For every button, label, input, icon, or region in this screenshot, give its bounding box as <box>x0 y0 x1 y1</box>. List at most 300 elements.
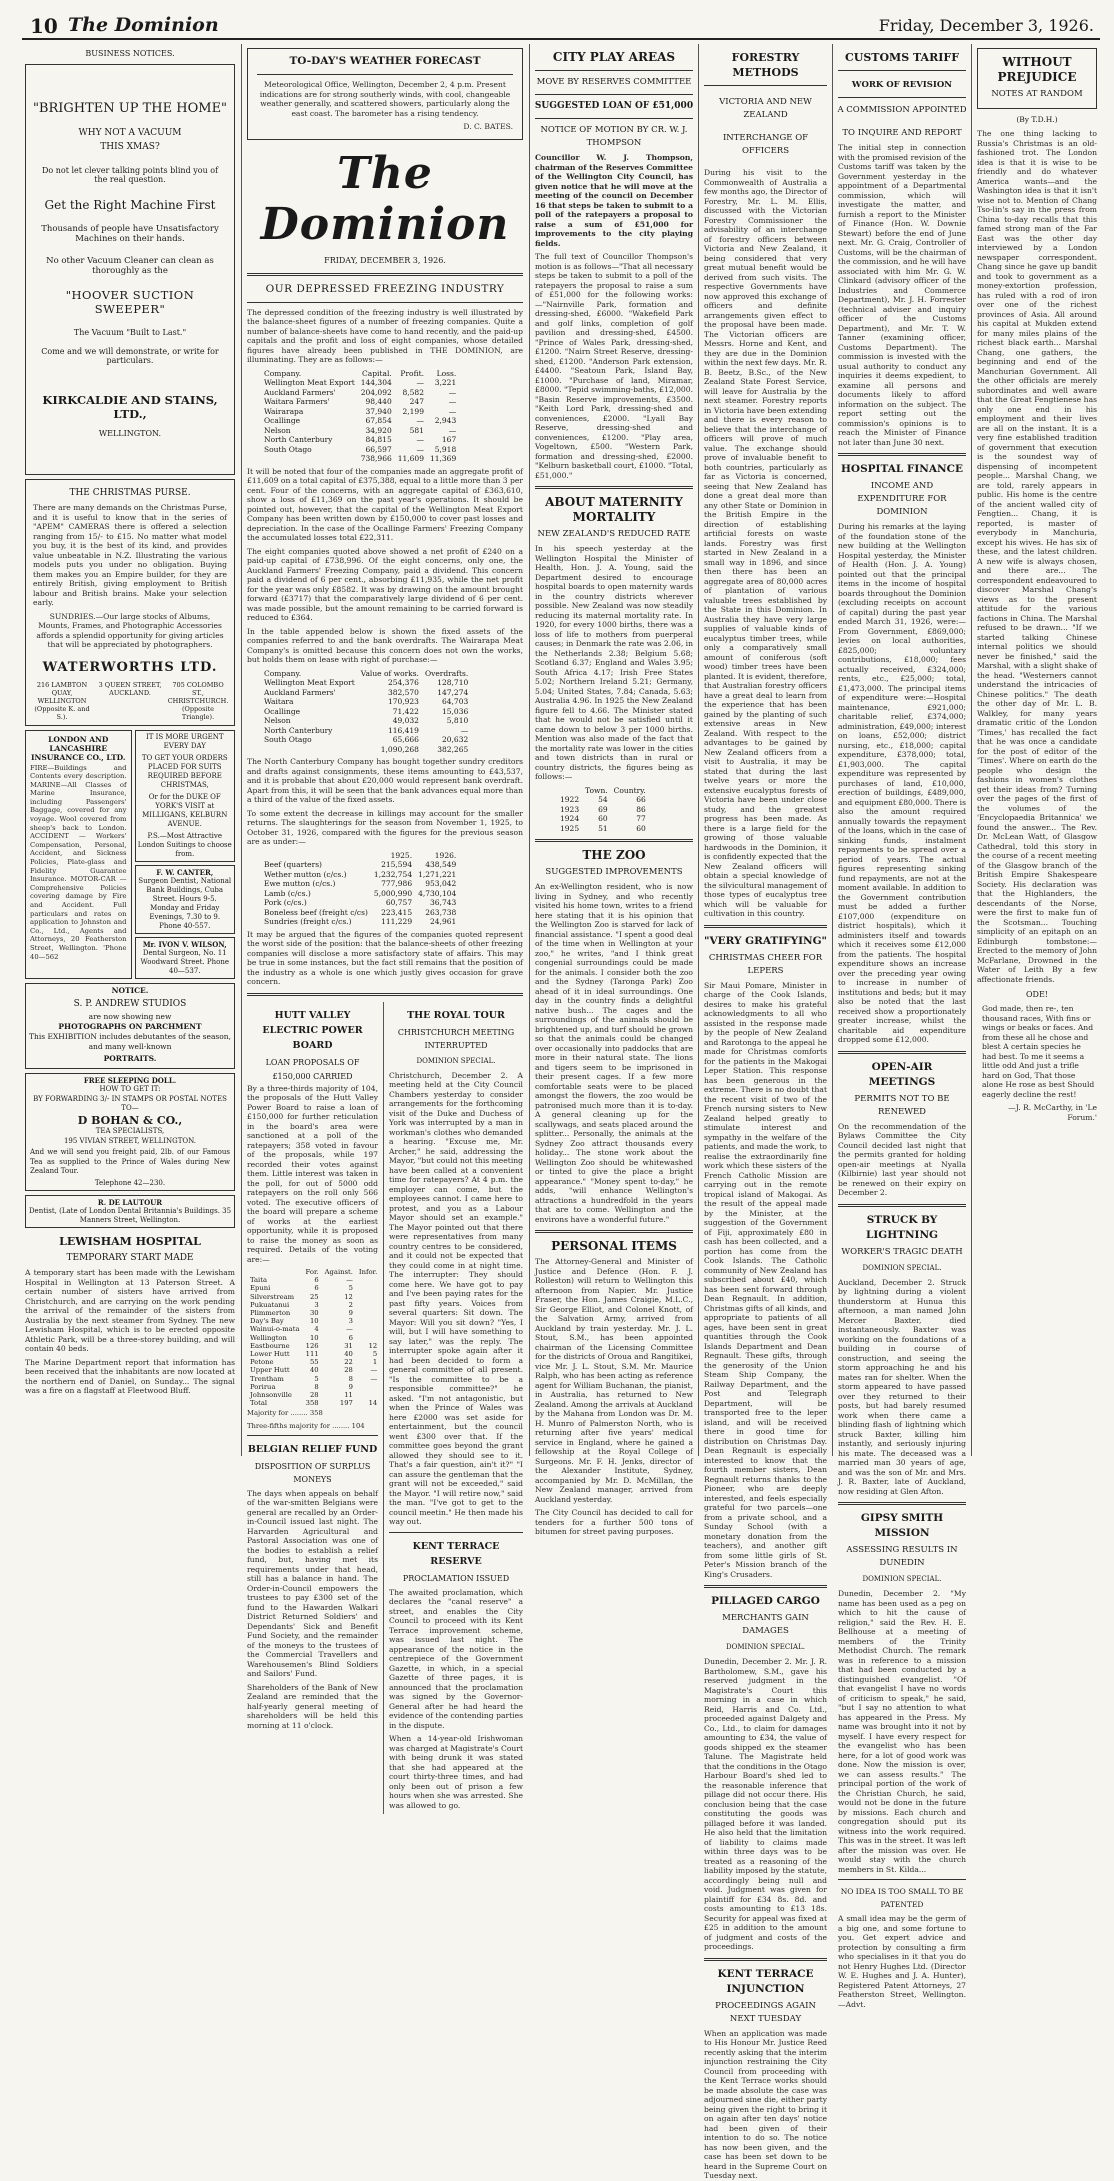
article-body: In the table appended below is shown the fixed assets of the companies referred to and the bank overdrafts. The Wairarapa Meat Company's is omitted because this concern does not own the works, but holds them on lease with right of purchase:— <box>247 626 523 664</box>
table-total-cell: 1,090,268 <box>380 744 419 754</box>
ad-text: TO GET YOUR ORDERS PLACED FOR SUITS REQUIRED BEFORE CHRISTMAS, <box>141 753 228 789</box>
ad-headline: "BRIGHTEN UP THE HOME" <box>32 101 228 116</box>
article-body: When an application was made to His Honour Mr. Justice Reed recently asking that the interim injunction restraining the City Council from proceeding with the Kent Terrace works should be made absolute the case was adjourned sine die, either party being given the right to bring it on again after ten days' notice had been given of their intention to do so. The notice has now been given, and the case has been set down to be heard in the Supreme Court on Tuesday next. <box>704 2028 827 2180</box>
table-total-cell: Total <box>250 1399 268 1408</box>
table-row <box>250 1293 383 1301</box>
article-subheading: LOAN PROPOSALS OF <box>265 1057 360 1067</box>
table-cell: — <box>370 1366 378 1375</box>
table-cell: 581 <box>409 425 424 435</box>
table-row <box>264 707 474 717</box>
ad-text: The Vacuum "Built to Last." <box>73 328 187 337</box>
article-subheading: PROCLAMATION ISSUED <box>402 1573 510 1583</box>
table-cell: 10 <box>309 1317 319 1326</box>
article-body: The full text of Councillor Thompson's motion is as follows—"That all necessary steps be taken to submit to a poll of the ratepayers the proposal to raise a sum of £51,000 for the following works:—"Nairnville Park, formation and dressing-shed, £6000. "Wakefield Park and golf links, completion of golf pavilion and dressing-shed, £4500. "Prince of Wales Park, dressing-shed, £1200. "Nairn Street Reserve, dressing-shed, £1200. "Anderson Park extension, £4400. "Seatoun Park, Island Bay, £1000. "Purchase of land, Miramar, £8000. "Tepid swimming-baths, £12,000. "Basin Reserve improvements, £3500. "Keith Lord Park, dressing-shed and conveniences, £2000. "Lyall Bay Reserve, dressing-shed and conveniences, £1200. "Play area, Vogeltown, £500. "Western Park, formation and dressing-shed, £2000. "Kelburn basketball court, £1000. "Total, £51,000." <box>535 252 693 480</box>
table-cell: 6 <box>348 1333 353 1342</box>
table-total-cell: 738,966 <box>360 454 392 463</box>
table-row <box>264 378 462 388</box>
table-row <box>264 860 462 870</box>
table-cell: 5 <box>348 1284 353 1293</box>
table-cell: 3 <box>348 1317 353 1326</box>
column-body: The one thing lacking to Russia's Christmas is an old-fashioned trot. The London idea is that it is wise to be friendly and do whatever America wants—and the Washington idea is that it isn't wise not to. Mention of Chang Tso-lin's say in the press from China to-day recalls that this famed strong man of the Far East was the other day interviewed by a London newspaper correspondent. Chang since he gave up bandit and took to government as a money-extortion profession, has ruled with a rod of iron over one of the richest provinces of Asia. All around his capital at Mukden extend for many miles plains of the richest black earth... Marshal Chang, one gathers, the beginning and end of the Manchurian Government. All the other officials are merely subordinates and well aware that the Great Fengtienese has only one end in his employment and their lives are all on the instant. It is a very fine established tradition of government that execution is the soundest way of dispensing of incompetent people... Marshal Chang, we are told, rarely appears in public. His home is the centre of the ancient walled city of Fengtien... Chang, it is reported, is master of everybody in Manchuria, except his wives. He has six of these, and the latest children. A new wife is always chosen, and there are... The correspondent endeavoured to discover Marshal Chang's views as to the present attitude for the various factions in China. The Marshal refused to be drawn... "If we started talking Chinese internal politics we should never be finished," said the Marshal, with a slight shake of the head. "Westerners cannot understand the intricacies of Chinese politics." The death the other day of Mr. L. B. Walkley, for many years dramatic critic of the London 'Times,' has recalled the fact that he was once a candidate for the post of editor of the 'Times'. Where on earth do the people who design the fashions in women's clothes get their ideas from? Turning over the pages of the first of the volumes of the 'Encyclopaedia Britannica' we found the answer... The Rev. Dr. McLean Watt, of Glasgow Cathedral, told this story in the course of a recent meeting of the Glasgow branch of the British Empire Shakespeare Society. His declaration was that the Highlanders, the descendants of the Norse, were the first to make fun of the Scotsman... Touching simplicity of an epitaph on an Edinburgh tombstone:— Erected to the memory of John McFarlane, Drowned in the Water of Leith By a few affectionate friends. <box>977 129 1097 984</box>
table-header-cell: Value of works. <box>360 668 419 678</box>
table-cell: Auckland Farmers' <box>264 687 336 697</box>
table-cell: 147,274 <box>437 687 469 697</box>
table-cell: 2,943 <box>434 416 457 425</box>
column-divider <box>241 44 242 1456</box>
table-cell: Petone <box>250 1358 274 1367</box>
table-row <box>560 795 652 805</box>
article-subheading: SUGGESTED LOAN OF £51,000 <box>534 101 694 111</box>
page-number: 10 <box>30 14 58 38</box>
issue-date: Friday, December 3, 1926. <box>878 16 1094 35</box>
table-cell: 3,221 <box>434 378 457 387</box>
table-cell: 953,042 <box>425 879 457 888</box>
article-subheading: MOVE BY RESERVES COMMITTEE <box>536 77 692 87</box>
article-body: The North Canterbury Company has bought together sundry creditors and drafts against consignments, these items amounting to £43,537, and it is probable that about £20,000 would represent bank overdraft. Apart from this, it will be seen that the bank advances equal more than a third of the value of the fixed assets. <box>247 757 523 804</box>
assets-overdrafts-table <box>264 669 474 755</box>
table-header-cell <box>264 851 374 861</box>
ad-name: R. DE LAUTOUR <box>97 1198 163 1207</box>
table-cell: Wellington Meat Export <box>264 678 355 687</box>
table-cell: 1 <box>372 1358 378 1367</box>
column-without-prejudice <box>974 44 1100 1456</box>
table-cell: 6 <box>314 1284 319 1293</box>
studio-advertisement <box>25 983 235 1069</box>
table-cell: — <box>416 378 424 387</box>
table-row <box>250 1375 383 1383</box>
article-headline: PERSONAL ITEMS <box>551 1239 677 1253</box>
mortality-table <box>560 786 652 834</box>
table-cell: 28 <box>309 1391 319 1400</box>
table-cell: Upper Hutt <box>250 1366 290 1375</box>
table-cell: 69 <box>598 804 608 814</box>
table-row <box>250 1309 383 1317</box>
table-row <box>250 1391 383 1399</box>
ad-address: 705 COLOMBO ST., CHRISTCHURCH. (Opposite Triangle). <box>167 680 229 721</box>
table-cell: Lamb (c/cs.) <box>264 888 311 898</box>
table-cell: 66,597 <box>365 444 392 454</box>
table-cell: 60,757 <box>385 898 413 907</box>
table-header-cell: Town. <box>585 785 608 795</box>
table-cell: 10 <box>309 1333 319 1342</box>
table-cell: 30 <box>309 1309 319 1318</box>
issue-date-line: FRIDAY, DECEMBER 3, 1926. <box>324 255 446 265</box>
table-row <box>264 435 462 445</box>
weather-forecast <box>247 48 523 140</box>
ad-body: There are many demands on the Christmas Purse, and it is useful to know that in the series of "APEM" CAMERAS there is offered a selection ranging from 15/- to £15. No matter what model you buy, it is the best of its kind, and provides value unbeatable in N.Z. Illustrating the various models puts you under no obligation. Buying them makes you an Empire builder, for they are entirely British, giving employment to British labour and British brains. Make your selection early. <box>33 503 227 607</box>
table-row <box>250 1350 383 1358</box>
table-cell: — <box>370 1374 378 1383</box>
article-dateline: DOMINION SPECIAL. <box>416 1056 496 1065</box>
article-headline: ABOUT MATERNITY MORTALITY <box>545 495 683 524</box>
table-cell <box>359 1317 383 1325</box>
table-cell: Beef (quarters) <box>264 860 322 869</box>
ad-text: PORTRAITS. <box>103 1053 157 1063</box>
table-cell: 204,092 <box>360 387 392 397</box>
table-cell: 64,703 <box>442 697 469 706</box>
table-row <box>250 1334 383 1342</box>
table-cell: 254,376 <box>387 678 419 687</box>
table-cell: 777,986 <box>381 879 413 888</box>
table-cell: 126 <box>305 1341 319 1350</box>
table-cell: 5,000,990 <box>373 888 413 898</box>
article-headline: GIPSY SMITH MISSION <box>860 1512 944 1539</box>
table-cell: — <box>416 435 424 444</box>
table-cell: Waitara <box>264 697 294 706</box>
article-body: The Marine Department report that information has been received that the inhabitants are now located at the northern end of Daniel, on Sunday... The signal was a fire on a flagstaff at Fleetwood Bluff. <box>25 1357 235 1395</box>
ad-text: HOW TO GET IT: <box>99 1085 161 1093</box>
article-dateline: DOMINION SPECIAL. <box>862 1575 942 1583</box>
table-header-cell: Loss. <box>436 368 457 378</box>
table-cell: Boneless beef (freight c/cs) <box>264 907 368 917</box>
article-subheading: £150,000 CARRIED <box>272 1071 353 1081</box>
article-subheading: A COMMISSION APPOINTED <box>837 105 967 115</box>
table-cell: 8,582 <box>402 387 424 397</box>
table-cell: — <box>448 397 457 406</box>
article-headline: LEWISHAM HOSPITAL <box>59 1235 201 1248</box>
table-cell: 3 <box>314 1300 319 1309</box>
table-cell: 54 <box>598 795 608 804</box>
column-byline: (By T.D.H.) <box>1016 115 1058 124</box>
table-cell: North Canterbury <box>264 725 333 735</box>
table-row <box>264 688 474 698</box>
ad-text: are now showing new <box>88 1011 172 1021</box>
table-cell: 6 <box>314 1276 319 1285</box>
table-cell: Johnsonville <box>250 1391 292 1400</box>
ad-firm: D BOHAN & CO., <box>77 1113 183 1127</box>
newspaper-flag: The Dominion <box>260 147 510 250</box>
table-cell: 67,854 <box>365 416 392 425</box>
ad-text: This EXHIBITION includes debutantes of the season, and many well-known <box>29 1031 231 1051</box>
table-cell: 36,743 <box>430 898 457 907</box>
table-cell: Ocallinge <box>264 706 301 716</box>
article-headline: CUSTOMS TARIFF <box>844 51 960 64</box>
article-headline: "VERY GRATIFYING" <box>703 934 828 947</box>
table-cell: 49,032 <box>392 716 419 725</box>
table-header-cell: Company. <box>264 368 302 378</box>
table-header-cell <box>250 1268 306 1276</box>
table-cell: Nelson <box>264 425 291 435</box>
ad-text: Telephone 42—230. <box>94 1178 166 1187</box>
article-subheading: MERCHANTS GAIN DAMAGES <box>722 1613 809 1636</box>
masthead <box>22 12 1100 40</box>
article-subheading: CHRISTMAS CHEER FOR LEPERS <box>708 952 823 976</box>
table-header-cell: Against. <box>324 1268 353 1276</box>
ad-title: NOTICE. <box>111 985 149 995</box>
ad-text: Thousands of people have Unsatisfactory Machines on their hands. <box>41 224 219 244</box>
table-header-cell: 1926. <box>434 850 457 860</box>
article-body: To some extent the decrease in killings may account for the smaller returns. The slaughterings for the season from November 1, 1925, to October 31, 1926, compared with the figures for the previous season are as under:— <box>247 808 523 846</box>
table-row <box>264 697 474 707</box>
ad-title: THE CHRISTMAS PURSE. <box>69 488 191 498</box>
ad-text: Do not let clever talking points blind you of the real question. <box>41 166 219 184</box>
royal-tour-article <box>384 1002 526 1815</box>
article-body: During his visit to the Commonwealth of Australia a few months ago, the Director of Forestry, Mr. L. M. Ellis, discussed with the Victorian Forestry Commissioner the advisability of an interchange of forestry officers between Victoria and New Zealand, it being considered that very great mutual benefit would be derived from such visits. The respective Governments have now approved this exchange of officers and definite arrangements given effect to the proposal have been made. The Victorian officers are Messrs. Horne and Kent, and they are due in the Dominion within the next few days. Mr. R. B. Beetz, B.Sc., of the New Zealand State Forest Service, will leave for Australia by the next steamer. Forestry reports in Victoria have been extending and there is every reason to believe that the interchange of officers will prove of much value. The exchange should prove of invaluable benefit to both countries, particularly as far as Victoria is concerned, seeing that New Zealand has done a great deal more than any other State or Dominion in the British Empire in the direction of establishing artificial forests on waste lands. Forestry was first started in New Zealand in a small way in 1896, and since then there has been an aggregate area of 80,000 acres of plantation of various valuable trees established by the State in this Dominion. In Australia they have very large supplies of valuable kinds of eucalyptus timber trees, while only a comparatively small amount of coniferous (soft wood) timber trees have been planted. It is evident, therefore, that Australian forestry officers have a great deal to learn from the experience that has been gained by the planting of such extensive areas in New Zealand. With respect to the advantages to be gained by New Zealand officers from a visit to Australia, it may be stated that during the last twelve years or more the extensive eucalyptus forests of Victoria have been under close study, and the greatest progress has been made. As there is a large field for the growing of those valuable hardwoods in the Dominion, it is confidently expected that the New Zealand officers will obtain a special knowledge of the silvicultural management of those types of eucalyptus tree which will be valuable for cultivation in this country. <box>704 168 827 918</box>
table-cell: Silverstream <box>250 1292 295 1301</box>
article-body: By a three-thirds majority of 104, the proposals of the Hutt Valley Power Board to raise a loan of £150,000 for further reticulation in the board's area were sanctioned at a poll of the ratepayers; 358 voted in favour of the proposals, while 197 recorded their votes against them. Little interest was taken in the poll, for out of 5000 odd ratepayers on the roll only 566 voted. The executive officers of the board will prepare a scheme of works at the earliest opportunity, while it is proposed to raise the money as soon as required. Details of the voting are:— <box>247 1083 378 1264</box>
article-body: Majority for ........ 358 <box>247 1409 323 1418</box>
table-cell: Wainui-o-mata <box>250 1325 300 1334</box>
table-cell: 1922 <box>560 795 580 804</box>
camera-advertisement <box>25 479 235 726</box>
ad-text: IT IS MORE URGENT EVERY DAY <box>145 732 224 750</box>
table-cell: 128,710 <box>437 678 469 687</box>
table-cell <box>359 1301 383 1309</box>
article-lead: Councillor W. J. Thompson, chairman of the Reserves Committee of the Wellington City Council, has given notice that he will move at the meeting of the council on December 16 that steps be taken to submit to a poll of the ratepayers a proposal to raise a sum of £51,000 for improvements to the city playing fields. <box>535 153 693 248</box>
table-cell: 40 <box>344 1350 353 1359</box>
column-subtitle: NOTES AT RANDOM <box>991 89 1083 99</box>
article-subheading: ASSESSING RESULTS IN DUNEDIN <box>846 1545 958 1568</box>
table-cell: 86 <box>636 804 646 814</box>
table-cell: 9 <box>348 1382 353 1391</box>
table-total-cell: 14 <box>368 1399 378 1408</box>
article-headline: BELGIAN RELIEF FUND <box>247 1443 378 1455</box>
article-body: It will be noted that four of the companies made an aggregate profit of £11,609 on a total capital of £375,388, equal to a little more than 3 per cent. Four of the concerns, with an aggregate capital of £363,610, show a loss of £11,369 on the past year's operations. It should be pointed out, however, that the capital of the Wellington Meat Export Company has been written down by £150,000 to cover past losses and depreciation. In the case of the Ocallinge Farmers' Freezing Company the accumulated losses total £22,311. <box>247 466 523 542</box>
article-subheading: INTERCHANGE OF OFFICERS <box>722 133 809 156</box>
table-cell: 1924 <box>560 814 580 823</box>
ad-body: FIRE—Buildings and Contents every description. MARINE—All Classes of Marine Insurance, including Passengers' Baggage, covered for any voyage. Wool covered from sheep's back to London. ACCIDENT — Workers' Compensation, Personal, Accident, and Sickness Policies, Plate-glass and Fidelity Guarantee Insurance. MOTOR-CAR — Comprehensive Policies covering damage by Fire and Accident. Full particulars and rates on application to Johnston and Co., Ltd., Agents and Attorneys, 20 Featherston Street, Wellington. 'Phone 40—562 <box>30 763 127 961</box>
table-cell: 5 <box>314 1374 319 1383</box>
table-cell: 12 <box>344 1292 353 1301</box>
table-cell: 15,036 <box>442 706 469 716</box>
table-total-cell <box>264 745 361 755</box>
table-cell: 167 <box>441 435 457 444</box>
table-cell: — <box>346 1276 353 1285</box>
article-body: The City Council has decided to call for tenders for a further 500 tons of bitumen for street paving purposes. <box>535 1508 693 1536</box>
article-subheading: PROCEEDINGS AGAIN NEXT TUESDAY <box>715 2000 816 2024</box>
table-total-cell: 11,369 <box>429 454 457 463</box>
table-cell: — <box>416 444 424 454</box>
article-headline: KENT TERRACE RESERVE <box>412 1540 500 1567</box>
table-cell: 1,232,754 <box>373 869 413 879</box>
table-cell: 51 <box>598 823 608 833</box>
article-body: The awaited proclamation, which declares the "canal reserve" a street, and enables the City Council to proceed with its Kent Terrace improvement scheme, was issued last night. The appearance of the notice in the centrepiece of the Government Gazette, in which, in a special Gazette of three pages, it is announced that the proclamation was signed by the Governor-General after he had heard the evidence of the contending parties in the dispute. <box>389 1587 523 1730</box>
table-cell: — <box>448 425 457 435</box>
table-row <box>264 716 474 726</box>
table-cell: 84,815 <box>365 435 392 444</box>
table-header-cell: For. <box>305 1268 319 1276</box>
table-cell: 170,923 <box>387 697 419 706</box>
article-subheading: INCOME AND EXPENDITURE FOR DOMINION <box>857 481 947 517</box>
article-body: On the recommendation of the Bylaws Committee the City Council decided last night that the permits granted for holding open-air meetings at Nyalla (Kilbirnie) last year should not be renewed on their expiry on December 2. <box>838 1121 966 1197</box>
table-header-cell: Company. <box>264 668 302 678</box>
table-cell: 12 <box>368 1341 378 1350</box>
ad-firm: WATERWORTHS LTD. <box>42 659 218 675</box>
table-row <box>250 1358 383 1366</box>
article-headline: THE ROYAL TOUR <box>407 1009 505 1021</box>
article-headline: HOSPITAL FINANCE <box>841 463 963 475</box>
article-headline: OPEN-AIR MEETINGS <box>868 1060 936 1088</box>
article-body: When a 14-year-old Irishwoman was charged at Magistrate's Court with being drunk it was stated that she had appeared at the court thirty-three times, and had only been out of prison a few hours when she was arrested. She was allowed to go. <box>389 1734 523 1810</box>
poem-body: God made, then re-, ten thousand races, With fins or wings or beaks or faces. And from these all he chose and blest A certain species he had best. To me it seems a little odd And just a trifle hard on God, That those alone He rose as best Should eagerly decline the rest! <box>982 1004 1095 1099</box>
ad-text: Come and we will demonstrate, or write for particulars. <box>41 347 219 365</box>
table-cell: Ewe mutton (c/cs.) <box>264 879 336 888</box>
table-cell: 223,415 <box>381 907 413 917</box>
table-total-cell <box>264 454 361 464</box>
table-cell: 8 <box>348 1374 353 1383</box>
column-divider <box>832 44 833 1456</box>
table-row <box>560 814 652 824</box>
table-cell: 11 <box>344 1391 353 1400</box>
table-row <box>264 445 462 455</box>
table-cell: — <box>416 416 424 425</box>
table-cell: Plimmerton <box>250 1309 291 1318</box>
business-notices-label: BUSINESS NOTICES. <box>85 49 175 58</box>
ad-text: 195 VIVIAN STREET, WELLINGTON. <box>63 1136 197 1145</box>
table-cell: 77 <box>636 814 646 823</box>
table-cell <box>359 1391 383 1399</box>
table-cell: 4,730,104 <box>418 888 457 898</box>
table-cell: Taita <box>250 1276 268 1285</box>
table-cell <box>359 1276 383 1284</box>
table-cell: 5,918 <box>434 444 457 454</box>
ad-text: BY FORWARDING 3/- IN STAMPS OR POSTAL NOTES TO— <box>33 1094 227 1112</box>
table-row <box>264 735 474 745</box>
table-row <box>264 397 462 407</box>
tea-advertisement <box>25 1073 235 1192</box>
ad-text: FREE SLEEPING DOLL. <box>83 1075 177 1085</box>
table-cell: 37,940 <box>365 406 392 416</box>
table-cell: 31 <box>344 1341 353 1350</box>
table-cell: 28 <box>344 1366 353 1375</box>
ad-name: F. W. CANTER, <box>156 867 214 877</box>
table-row <box>560 805 652 815</box>
table-header-cell: Profit. <box>400 368 424 378</box>
article-body: The Attorney-General and Minister of Justice and Defence (Hon. F. J. Rolleston) will return to Wellington this afternoon from Napier. Mr. Justice Fraser, the Hon. James Craigie, M.L.C., Sir George Elliot, and Colonel Knott, of the Salvation Army, arrived from Auckland by train yesterday. Mr. J. L. Stout, S.M., has been appointed chairman of the Licensing Committee for the districts of Oroua and Rangitikei, vice Mr. J. L. Stout, S.M. Mr. Maurice Ralph, who has been acting as reference agent for William Buchanan, the pianist, in Australia, has returned to New Zealand. Among the arrivals at Auckland by the Mahana from London was Dr. M. H. Munro of Palmerston North, who is returning after five years' medical service in England, where he gained a fellowship at the Royal College of Surgeons. Mr. F. H. Jenks, director of the Alexander Institute, Sydney, accompanied by Mr. D. McMillan, the New Zealand manager, arrived from Auckland yesterday. <box>535 1257 693 1504</box>
table-cell: 116,419 <box>387 725 419 735</box>
table-header-cell: Country. <box>613 785 646 795</box>
advertisement-heading: NO IDEA IS TOO SMALL TO BE PATENTED <box>840 1887 964 1909</box>
table-row <box>264 426 462 436</box>
table-cell: Wellington Meat Export <box>264 378 355 387</box>
table-row <box>264 879 462 889</box>
table-cell: Eastbourne <box>250 1341 290 1350</box>
hoover-advertisement <box>25 64 235 475</box>
table-row <box>264 898 462 908</box>
column-advertisements <box>22 44 238 1456</box>
article-body: The days when appeals on behalf of the war-smitten Belgians were general are recalled by an Order-in-Council issued last night. The Harvarden Agricultural and Pastoral Association was one of the bodies to establish a relief fund, but, having met its requirements under that head, still has a balance in hand. The Order-in-Council empowers the trustees to pay £300 set of the fund to the Hawarden Walkari District Returned Soldiers' and Dependants' Sick and Benefit Fund Society, and the remainder of the moneys to the trustees of the Commercial Travellers and Warehousemen's Blind Soldiers and Sailors' Fund. <box>247 1488 378 1679</box>
table-cell: 382,570 <box>387 687 419 697</box>
table-cell: 5,810 <box>446 716 469 725</box>
capital-profit-table <box>264 369 462 464</box>
article-body: It may be argued that the figures of the companies quoted represent the worst side of the position: that the balance-sheets of other freezing companies will disclose a more satisfactory state of affairs. This may be true in some instances, but the fact still remains that the position of the industry as a whole is one which justly gives occasion for grave concern. <box>247 929 523 986</box>
article-headline: STRUCK BY LIGHTNING <box>865 1213 939 1241</box>
ad-text: Dentist, (Late of London Dental Britannia's Buildings. 35 Manners Street, Wellington. <box>28 1207 232 1224</box>
column-divider <box>971 44 972 1456</box>
table-cell: Auckland Farmers' <box>264 387 336 397</box>
table-cell <box>359 1284 383 1292</box>
article-headline: THE ZOO <box>582 848 646 862</box>
table-row <box>264 889 462 899</box>
table-cell: 66 <box>636 795 646 804</box>
table-total-cell: 197 <box>339 1399 353 1408</box>
table-cell: Pork (c/cs.) <box>264 898 307 907</box>
table-header-cell: Overdrafts. <box>424 668 469 678</box>
article-subheading: DISPOSITION OF SURPLUS MONEYS <box>254 1461 371 1484</box>
table-cell: Pukuatanui <box>250 1300 290 1309</box>
article-body: Christchurch, December 2. A meeting held at the City Council Chambers yesterday to consider arrangements for the forthcoming visit of the Duke and Duchess of York was interrupted by a man in workman's clothes who demanded a hearing. "Excuse me, Mr. Archer," he said, addressing the Mayor, "but could not this meeting have been called at a convenient time for ratepayers? At 4 p.m. the employer can come, but the employees cannot. I came here to protest, and you as a Labour Mayor should set an example." The Mayor pointed out that there were representatives from many country centres to be considered, and it could not be expected that they could come in at night time. The interrupter: They should come here. We have got to pay and I've been paying rates for the past fifty years. Voices from several quarters: Sit down. The Mayor: Will you sit down? "Yes, I will, but I will have something to say later," was the reply. The interrupter spoke again after it had been decided to form a general committee of all present. "Is the committee to be a responsible committee?" he asked. "I'm not antagonistic, but when the Prince of Wales was here £2000 was set aside for entertainment, but the council went £300 over that. If the committee goes beyond the grant allowed they should see to it. That's a fair question, ain't it?" "I can assure the gentleman that the grant will not be exceeded," said the Mayor. "I will retire now," said the man. "I've got to get to the council meetin." He then made his way out. <box>389 1070 523 1526</box>
table-cell <box>359 1334 383 1342</box>
table-cell: Nelson <box>264 716 291 725</box>
table-row <box>250 1342 383 1350</box>
table-cell: 111,229 <box>381 917 413 926</box>
table-cell: Wether mutton (c/cs.) <box>264 869 347 879</box>
ad-text: No other Vacuum Cleaner can clean as thoroughly as the <box>46 256 214 276</box>
article-body: The depressed condition of the freezing industry is well illustrated by the balance-sheet figures of a number of freezing companies. Quite a number of balance-sheets have come to hand recently, and the paid-up capitals and the profit and loss of eight companies, whose detailed figures have already been published in THE DOMINION, are illuminating. They are as follows:— <box>247 307 523 364</box>
article-body: Dunedin, December 2. Mr. J. R. Bartholomew, S.M., gave his reserved judgment in the Magistrate's Court this morning in a case in which Reid, Harris and Co. Ltd., proceeded against Dalgety and Co., Ltd., to claim for damages amounting to £34, the value of goods shipped ex the steamer Talune. The Magistrate held that the conditions in the Otago Harbour Board's shed led to the reasonable inference that pillage did not occur there. His conclusion being that the case constituting the goods was pillaged before it was landed. He also held that the limitation of liability to claims made within three days was to be treated as a reasoning of the liability imposed by the statute, accordingly being null and void. Judgment was given for plaintiff for £34 8s. 8d. and costs amounting to £13 18s. Security for appeal was fixed at £25 in addition to the amount of judgment and costs of the proceedings. <box>704 1657 827 1951</box>
column-editorial <box>244 44 526 1810</box>
paper-name: The Dominion <box>68 14 219 36</box>
ad-text: Surgeon Dentist, National Bank Buildings, Cuba Street. Hours 9-5. Monday and Friday Evenings, 7.30 to 9. Phone 40-557. <box>138 876 232 930</box>
table-row <box>264 388 462 398</box>
table-cell: Sundries (freight c/cs.) <box>264 917 352 926</box>
table-cell: 22 <box>344 1358 353 1367</box>
table-header-cell <box>560 786 585 796</box>
poem-attribution: —J. R. McCarthy, in 'Le Forum.' <box>1008 1103 1097 1122</box>
table-cell <box>359 1309 383 1317</box>
ad-text: Dental Surgeon, No. 11 Woodward Street. Phone 40—537. <box>140 948 229 975</box>
article-headline: FORESTRY METHODS <box>731 51 800 79</box>
table-cell: Day's Bay <box>250 1317 284 1326</box>
table-cell: 9 <box>348 1309 353 1318</box>
table-cell: Wellington <box>250 1333 287 1342</box>
article-dateline: DOMINION SPECIAL. <box>862 1263 942 1272</box>
table-cell: — <box>448 387 457 397</box>
article-body: Meteorological Office, Wellington, December 2, 4 p.m. Present indications are for strong southerly winds, with cool, changeable weather generally, and scattered showers, particularly along the east coast. The barometer has a rising tendency. <box>259 80 511 118</box>
table-cell: 60 <box>636 823 646 833</box>
table-cell: 1,271,221 <box>418 869 457 879</box>
ad-text: And we will send you freight paid, 2lb. of our Famous Tea as supplied to the Prince of Wales during New Zealand Tour. <box>30 1148 230 1175</box>
dentist-advertisement <box>25 1195 235 1228</box>
table-cell: 2 <box>348 1300 353 1309</box>
table-row <box>250 1383 383 1391</box>
ad-name: Mr. IVON V. WILSON, <box>142 939 227 949</box>
table-row <box>560 824 652 834</box>
ad-text: THIS XMAS? <box>100 142 160 152</box>
table-cell: South Otago <box>264 444 312 454</box>
table-cell: 438,549 <box>425 860 457 869</box>
ad-firm: S. P. ANDREW STUDIOS <box>73 998 187 1009</box>
table-cell: Epuni <box>250 1284 271 1293</box>
table-cell: 247 <box>409 397 424 406</box>
table-cell: Lower Hutt <box>250 1350 290 1359</box>
table-cell: — <box>346 1325 353 1334</box>
voting-table <box>250 1268 383 1407</box>
ad-text: PHOTOGRAPHS ON PARCHMENT <box>58 1021 202 1031</box>
table-cell: Trentham <box>250 1374 284 1383</box>
article-body: A temporary start has been made with the Lewisham Hospital in Wellington at 13 Paterson Street. A certain number of sisters have arrived from Christchurch, and are carrying on the work pending the arrival of the remainder of the sisters from Australia by the next steamer from Sydney. The new Lewisham Hospital, which is to be erected opposite Athletic Park, will be a three-storey building, and will contain 40 beds. <box>25 1268 235 1353</box>
table-row <box>250 1276 383 1284</box>
article-body: The initial step in connection with the promised revision of the Customs tariff was taken by the Government yesterday in the appointment of a Departmental commission, which will investigate the matter, and furnish a report to the Minister of Finance (Hon. W. Downie Stewart) before the end of June next. Mr. G. Craig, Controller of Customs, will be the chairman of the commission, and he will have associated with him Mr. G. W. Clinkard (advisory officer of the Industries and Commerce Department), Mr. J. H. Forrester (technical adviser and inquiry officer of the Customs Department), and Mr. T. W. Tanner (examining officer, Customs Department). The commission is invested with the usual authority to conduct any inquiries it deems expedient, to examine all persons and documents likely to afford information on the subject. The report setting out the commission's opinions is to reach the Minister of Finance not later than June 30 next. <box>838 143 966 447</box>
ad-title: LONDON AND LANCASHIRE INSURANCE CO., LTD. <box>30 734 126 762</box>
table-row <box>264 416 462 426</box>
column-title-box <box>977 48 1097 109</box>
article-subheading: NOTICE OF MOTION BY CR. W. J. THOMPSON <box>540 125 688 148</box>
column-news-3 <box>835 44 969 2009</box>
advertisement-body: A small idea may be the germ of a big one, and some fortune to you. Get expert advice and protection by consulting a firm who specialises in it that you do not Henry Hughes Ltd. (Director W. E. Hughes and J. A. Hunter), Registered Patent Attorneys, 27 Featherston Street, Wellington.—Advt. <box>838 1914 966 2009</box>
article-body: Three-fifths majority for ........ 104 <box>247 1421 365 1430</box>
table-cell: 1923 <box>560 804 580 814</box>
table-cell: 71,422 <box>392 706 419 716</box>
tailor-advertisement <box>135 730 236 862</box>
article-subheading: TEMPORARY START MADE <box>66 1253 194 1263</box>
table-cell: 8 <box>314 1382 319 1391</box>
table-row <box>264 917 462 927</box>
column-news-1 <box>532 44 696 1536</box>
table-cell <box>359 1383 383 1391</box>
article-headline: CITY PLAY AREAS <box>552 50 676 64</box>
ad-address: 216 LAMBTON QUAY, WELLINGTON (Opposite K. and S.). <box>34 680 90 721</box>
